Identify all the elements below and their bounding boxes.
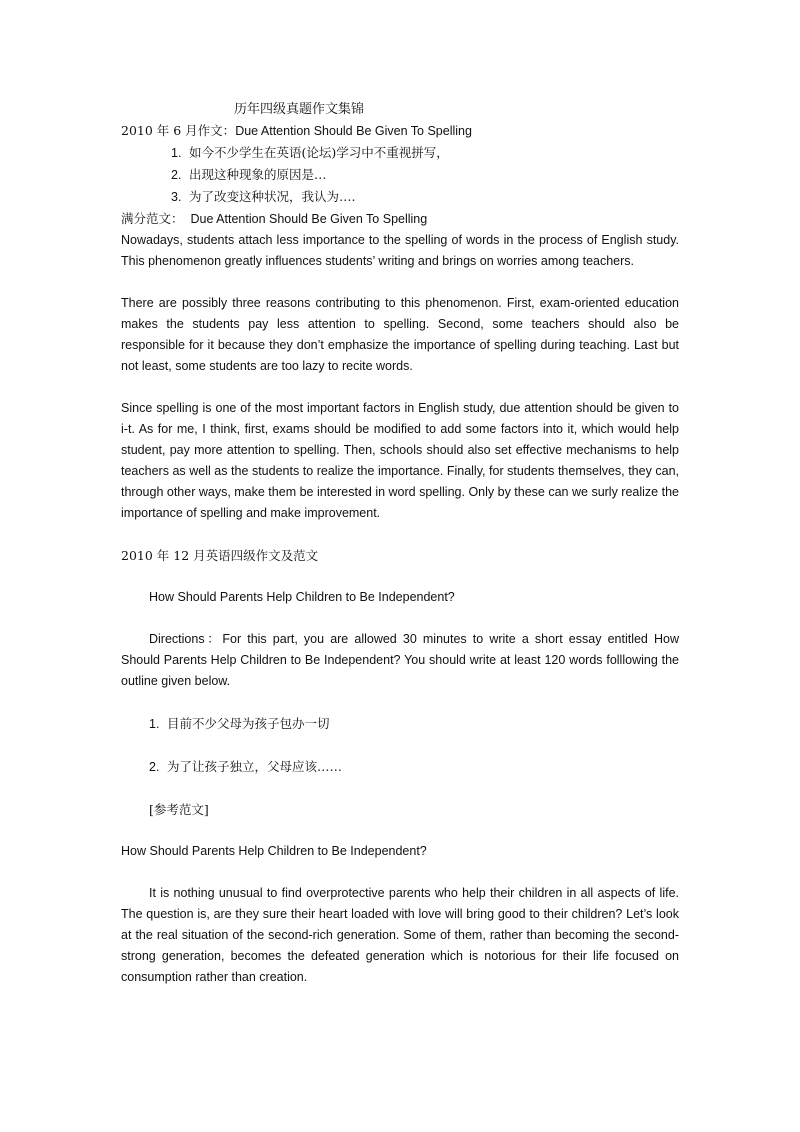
section1-heading <box>121 120 679 142</box>
paragraph-gap <box>121 566 679 587</box>
section2-outline-item-1 <box>121 713 679 735</box>
paragraph-gap <box>121 778 679 799</box>
outline-number: 2. <box>171 168 182 182</box>
paragraph-gap <box>121 735 679 756</box>
sample-title: Due Attention Should Be Given To Spelling <box>190 212 428 226</box>
outline-number: 3. <box>171 190 182 204</box>
outline-text: 出现这种现象的原因是… <box>189 167 327 182</box>
paragraph-gap <box>121 692 679 713</box>
outline-text: 为了改变这种状况，我认为…. <box>189 189 356 204</box>
essay2-paragraph-1: It is nothing unusual to find overprotective parents who help their children in all aspects of life. The question is, are they sure their heart loaded with love will bring good to their children? Let’s look at the real situation of the second-rich generation. Some of them, rather than becoming the second-strong generation, becomes the defeated generation which is notorious for their life focused on consumption rather than creation. <box>121 886 679 984</box>
outline-text: 如今不少学生在英语(论坛)学习中不重视拼写， <box>189 145 449 160</box>
outline-text: 目前不少父母为孩子包办一切 <box>167 716 330 731</box>
outline-text: 为了让孩子独立，父母应该…… <box>167 759 343 774</box>
paragraph-gap <box>121 272 679 293</box>
outline-number: 1. <box>149 717 160 731</box>
section1-outline-item-3 <box>121 186 679 208</box>
section2-heading: 2010 年 12 月英语四级作文及范文 <box>121 548 319 563</box>
essay1-paragraph-1: Nowadays, students attach less importance to the spelling of words in the process of English study. This phenomenon greatly influences students’ writing and brings on worries among teachers. <box>121 233 679 268</box>
essay1-paragraph-2: There are possibly three reasons contributing to this phenomenon. First, exam-oriented education makes the students pay less attention to spelling. Second, some teachers should also be responsible for it because they don’t emphasize the importance of spelling during teaching. Last but not least, some students are too lazy to recite words. <box>121 296 679 373</box>
paragraph-gap <box>121 820 679 841</box>
paragraph-gap <box>121 377 679 398</box>
section2-topic: How Should Parents Help Children to Be Independent? <box>149 590 455 604</box>
section1-heading-en: Due Attention Should Be Given To Spelling <box>235 124 472 138</box>
essay1-paragraph-3: Since spelling is one of the most important factors in English study, due attention should be given to i-t. As for me, I think, first, exams should be modified to add some factors into it, which would help student, pay more attention to spelling. Then, schools should also set effective mechanisms to help teachers as well as the students to realize the importance. Finally, for students themselves, they can, through other ways, make them be interested in word spelling. Only by these can we surly realize the importance of spelling and make improvement. <box>121 401 679 520</box>
document-body <box>121 99 679 988</box>
paragraph-gap <box>121 608 679 629</box>
paragraph-gap <box>121 862 679 883</box>
sample-label: 满分范文： <box>121 211 184 226</box>
section1-outline-item-1 <box>121 142 679 164</box>
reference-label: [参考范文] <box>149 802 209 817</box>
outline-number: 1. <box>171 146 182 160</box>
section1-heading-cn: 2010 年 6 月作文： <box>121 123 236 138</box>
essay2-title: How Should Parents Help Children to Be Independent? <box>121 844 427 858</box>
sample-heading <box>121 208 679 230</box>
outline-number: 2. <box>149 760 160 774</box>
section1-outline-item-2 <box>121 164 679 186</box>
section2-directions: Directions：For this part, you are allowed 30 minutes to write a short essay entitled How Should Parents Help Children to Be Independent? You should write at least 120 words folllowing the outline given below. <box>121 632 679 688</box>
doc-title: 历年四级真题作文集锦 <box>234 102 365 117</box>
section2-outline-item-2 <box>121 756 679 778</box>
paragraph-gap <box>121 524 679 545</box>
